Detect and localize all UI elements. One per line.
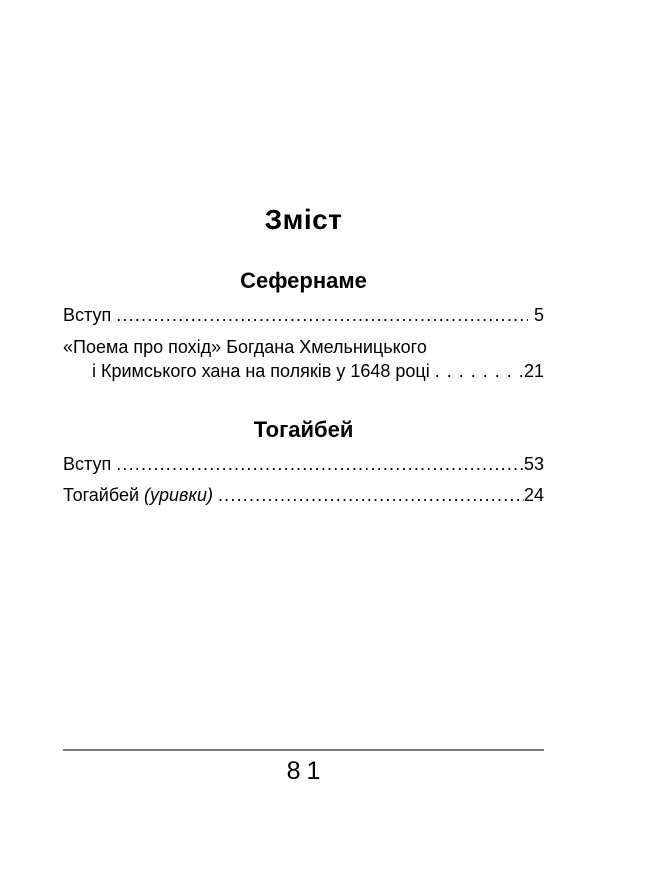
- dot-leader: [116, 452, 524, 476]
- toc-entry: [63, 483, 544, 507]
- dot-leader: [116, 303, 528, 327]
- toc-entry-title: Вступ: [63, 305, 112, 325]
- toc-entry-title: Вступ: [63, 454, 112, 474]
- toc-entry: [63, 303, 544, 327]
- footer-rule: [63, 749, 544, 751]
- toc-title: Зміст: [264, 204, 343, 235]
- text-column: [63, 0, 544, 507]
- toc-entry-title: [63, 483, 213, 507]
- toc-entry: [63, 452, 544, 476]
- dot-leader: [435, 359, 524, 383]
- toc-entry-page: 53: [523, 454, 544, 474]
- dot-leader: [218, 483, 524, 507]
- toc-section-1-rows: [63, 303, 544, 383]
- section-heading-sefername: Сефернаме: [240, 268, 367, 293]
- toc-section-2-rows: [63, 452, 544, 507]
- toc-entry-title-italic: (уривки): [144, 485, 213, 505]
- section-heading-togaybey: Тогайбей: [253, 417, 354, 442]
- page-number: 81: [286, 757, 327, 785]
- toc-entry-page: 24: [523, 485, 544, 505]
- toc-entry-page: 21: [523, 361, 544, 381]
- toc-entry-title-line2: і Кримського хана на поляків у 1648 році: [92, 361, 430, 381]
- toc-entry-page: 5: [533, 305, 544, 325]
- toc-entry-title-regular: Тогайбей: [63, 485, 140, 505]
- toc-entry-title-line2-row: [63, 359, 544, 383]
- toc-entry-title-line1: «Поема про похід» Богдана Хмельницького: [63, 337, 427, 357]
- toc-entry: [63, 335, 544, 383]
